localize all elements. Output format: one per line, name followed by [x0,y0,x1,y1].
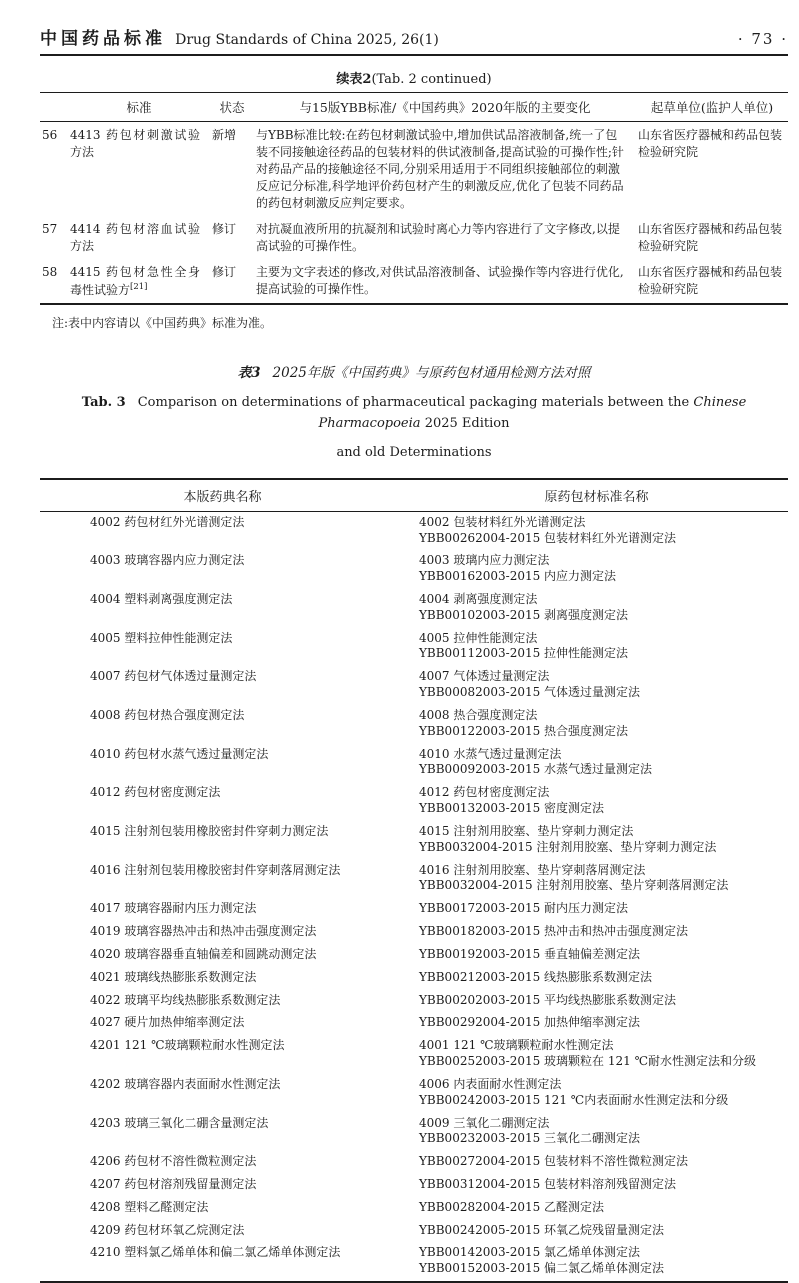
old-standard-names [405,1174,788,1197]
old-standard-line: YBB00232003-2015 三氧化二硼测定法 [419,1131,641,1146]
old-standard-line: YBB00132003-2015 密度测定法 [419,801,605,816]
old-standard-line: YBB00162003-2015 内应力测定法 [419,569,617,584]
table3-caption-en-label: Tab. 3 [81,395,126,411]
pharmacopoeia-method-name: 4206 药包材不溶性微粒测定法 [90,1154,257,1169]
old-standard-line: 4005 拉伸性能测定法 [419,630,538,645]
old-standard-line: YBB00202003-2015 平均线热膨胀系数测定法 [419,992,677,1007]
table3-row [40,628,788,667]
table3-row [40,705,788,744]
pharmacopoeia-method-name: 4019 玻璃容器热冲击和热冲击强度测定法 [90,924,317,939]
old-standard-names [405,921,788,944]
table2-note: 注:表中内容请以《中国药典》标准为准。 [52,316,273,331]
old-standard-names [405,967,788,990]
table2-header-status: 状态 [210,93,254,122]
table3-header-left: 本版药典名称 [40,479,405,512]
table3-caption-en-line1 [40,393,788,435]
old-standard-line: 4012 药包材密度测定法 [419,785,550,800]
pharmacopoeia-method-name: 4208 塑料乙醛测定法 [90,1199,209,1214]
old-standard-names [405,511,788,550]
old-standard-line: 4015 注射剂用胶塞、垫片穿刺力测定法 [419,823,634,838]
old-standard-names [405,1220,788,1243]
journal-title [40,24,439,49]
old-standard-line: 4006 内表面耐水性测定法 [419,1076,562,1091]
table3-row [40,1074,788,1113]
standard-name: 4415 药包材急性全身毒性试验方[21] [70,265,200,298]
table3-row [40,990,788,1013]
old-standard-line: 4010 水蒸气透过量测定法 [419,746,562,761]
old-standard-line: YBB00242003-2015 121 ℃内表面耐水性测定法和分级 [419,1092,729,1107]
pharmacopoeia-method-name: 4010 药包材水蒸气透过量测定法 [90,746,269,761]
old-standard-names [405,990,788,1013]
table3-caption-en-pre: Comparison on determinations of pharmaceutical packaging materials between the [137,395,690,411]
old-standard-line: YBB00122003-2015 热合强度测定法 [419,723,629,738]
old-standard-names [405,1074,788,1113]
changes-text: 对抗凝血液所用的抗凝剂和试验时离心力等内容进行了文字修改,以提高试验的可操作性。 [256,222,620,254]
table2-caption-en: (Tab. 2 continued) [371,72,492,87]
table2-row [40,216,788,259]
table3-row [40,1151,788,1174]
old-standard-line: 4008 热合强度测定法 [419,707,538,722]
old-standard-names [405,666,788,705]
old-standard-names [405,944,788,967]
old-standard-line: YBB00262004-2015 包装材料红外光谱测定法 [419,530,677,545]
pharmacopoeia-method-name: 4022 玻璃平均线热膨胀系数测定法 [90,992,281,1007]
table3-caption-cn-label: 表3 [237,365,261,382]
status-label: 新增 [212,128,237,142]
old-standard-line: 4004 剥离强度测定法 [419,591,538,606]
table3-header-right: 原药包材标准名称 [405,479,788,512]
table3-row [40,550,788,589]
changes-text: 主要为文字表述的修改,对供试品溶液制备、试验操作等内容进行优化,提高试验的可操作性。 [256,265,624,297]
pharmacopoeia-method-name: 4004 塑料剥离强度测定法 [90,591,233,606]
pharmacopoeia-method-name: 4027 硬片加热伸缩率测定法 [90,1015,245,1030]
old-standard-names [405,1197,788,1220]
table3-row [40,782,788,821]
table3-row [40,589,788,628]
old-standard-line: YBB00102003-2015 剥离强度测定法 [419,607,629,622]
pharmacopoeia-method-name: 4021 玻璃线热膨胀系数测定法 [90,969,257,984]
table3-caption-en-post: 2025 Edition [424,416,510,432]
old-standard-line: YBB00082003-2015 气体透过量测定法 [419,685,641,700]
table2-header-changes: 与15版YBB标准/《中国药典》2020年版的主要变化 [254,93,636,122]
table2-caption-cn: 续表2 [336,72,372,87]
old-standard-line: 4002 包装材料红外光谱测定法 [419,514,586,529]
table3-header [40,479,788,512]
table2-header-standard: 标准 [68,93,210,122]
table2-header-index [40,93,68,122]
old-standard-line: YBB00152003-2015 偏二氯乙烯单体测定法 [419,1261,665,1276]
running-head [40,24,788,56]
old-standard-line: YBB0032004-2015 注射剂用胶塞、垫片穿刺力测定法 [419,839,717,854]
old-standard-line: 4003 玻璃内应力测定法 [419,553,550,568]
old-standard-line: YBB00212003-2015 线热膨胀系数测定法 [419,969,653,984]
old-standard-names [405,550,788,589]
old-standard-names [405,1151,788,1174]
old-standard-line: YBB00292004-2015 加热伸缩率测定法 [419,1015,641,1030]
pharmacopoeia-method-name: 4008 药包材热合强度测定法 [90,707,245,722]
pharmacopoeia-method-name: 4016 注射剂包装用橡胶密封件穿刺落屑测定法 [90,862,341,877]
old-standard-line: YBB00312004-2015 包装材料溶剂残留测定法 [419,1177,677,1191]
status-label: 修订 [212,265,237,280]
old-standard-line: YBB00112003-2015 拉伸性能测定法 [419,646,629,661]
old-standard-names [405,589,788,628]
changes-text: 与YBB标准比较:在药包材刺激试验中,增加供试品溶液制备,统一了包装不同接触途径药品的包装材料的供试液制备,提高试验的可操作性;针对药品产品的接触途径不同,分别采用适用于不同组织接触部位的刺激反应记分标准,科学地评价药包材产生的刺激反应,优化了包装不同药品的药包材刺激反应判定要求。 [256,128,624,211]
table3-row [40,898,788,921]
table3-row [40,921,788,944]
pharmacopoeia-method-name: 4202 玻璃容器内表面耐水性测定法 [90,1076,281,1091]
old-standard-names [405,782,788,821]
table3-row [40,1174,788,1197]
table3-caption-en-line2: and old Determinations [336,444,492,460]
pharmacopoeia-method-name: 4015 注射剂包装用橡胶密封件穿刺力测定法 [90,823,329,838]
old-standard-names [405,705,788,744]
table3-caption-en [40,393,788,463]
old-standard-line: YBB00092003-2015 水蒸气透过量测定法 [419,762,653,777]
pharmacopoeia-method-name: 4005 塑料拉伸性能测定法 [90,630,233,645]
old-standard-line: 4016 注射剂用胶塞、垫片穿刺落屑测定法 [419,862,646,877]
table3-row [40,1113,788,1152]
table3-body [40,511,788,1282]
old-standard-names [405,821,788,860]
table3-caption-en-italic: Chinese Pharmacopoeia [318,395,747,432]
table3-comparison [40,478,788,1283]
table3-row [40,944,788,967]
table3-row [40,1012,788,1035]
old-standard-line: YBB00272004-2015 包装材料不溶性微粒测定法 [419,1154,689,1169]
drafting-unit: 山东省医疗器械和药品包装检验研究院 [638,265,783,297]
table2-caption [40,68,788,87]
old-standard-line: YBB00282004-2015 乙醛测定法 [419,1199,605,1214]
old-standard-line: 4007 气体透过量测定法 [419,669,550,684]
table3-row [40,1035,788,1074]
old-standard-names [405,1113,788,1152]
table3-row [40,1242,788,1282]
standard-name: 4414 药包材溶血试验方法 [70,222,200,254]
old-standard-names [405,1012,788,1035]
old-standard-line: YBB0032004-2015 注射剂用胶塞、垫片穿刺落屑测定法 [419,878,729,893]
row-number: 57 [42,222,58,237]
pharmacopoeia-method-name: 4201 121 ℃玻璃颗粒耐水性测定法 [90,1038,285,1053]
journal-title-en: Drug Standards of China 2025, 26(1) [175,32,439,48]
drafting-unit: 山东省医疗器械和药品包装检验研究院 [638,222,783,254]
table2-header [40,93,788,122]
row-number: 58 [42,265,58,280]
table2-row [40,259,788,304]
pharmacopoeia-method-name: 4012 药包材密度测定法 [90,785,221,800]
table2-header-row [40,93,788,122]
pharmacopoeia-method-name: 4003 玻璃容器内应力测定法 [90,553,245,568]
old-standard-line: YBB00172003-2015 耐内压力测定法 [419,901,629,916]
table3-row [40,1197,788,1220]
pharmacopoeia-method-name: 4002 药包材红外光谱测定法 [90,514,245,529]
pharmacopoeia-method-name: 4209 药包材环氧乙烷测定法 [90,1222,245,1237]
table3-caption-cn [40,361,788,381]
table3-row [40,511,788,550]
pharmacopoeia-method-name: 4203 玻璃三氧化二硼含量测定法 [90,1115,269,1130]
old-standard-line: YBB00192003-2015 垂直轴偏差测定法 [419,946,641,961]
table2-body [40,122,788,305]
table2-row [40,122,788,217]
old-standard-line: 4001 121 ℃玻璃颗粒耐水性测定法 [419,1038,614,1053]
old-standard-names [405,898,788,921]
old-standard-line: 4009 三氧化二硼测定法 [419,1115,550,1130]
status-label: 修订 [212,222,237,237]
table3-row [40,860,788,899]
old-standard-names [405,628,788,667]
footnote-ref: [21] [130,282,148,293]
table3-header-row [40,479,788,512]
standard-name: 4413 药包材刺激试验方法 [70,128,200,160]
table3-row [40,1220,788,1243]
pharmacopoeia-method-name: 4007 药包材气体透过量测定法 [90,669,257,684]
old-standard-line: YBB00252003-2015 玻璃颗粒在 121 ℃耐水性测定法和分级 [419,1054,757,1069]
table3-row [40,821,788,860]
table2-continued [40,92,788,305]
table3-row [40,744,788,783]
old-standard-line: YBB00142003-2015 氯乙烯单体测定法 [419,1245,641,1260]
drafting-unit: 山东省医疗器械和药品包装检验研究院 [638,128,783,160]
table3-row [40,967,788,990]
old-standard-names [405,744,788,783]
pharmacopoeia-method-name: 4020 玻璃容器垂直轴偏差和圆跳动测定法 [90,946,317,961]
table3-row [40,666,788,705]
pharmacopoeia-method-name: 4210 塑料氯乙烯单体和偏二氯乙烯单体测定法 [90,1245,341,1260]
old-standard-line: YBB00242005-2015 环氧乙烷残留量测定法 [419,1222,665,1237]
pharmacopoeia-method-name: 4207 药包材溶剂残留量测定法 [90,1177,257,1191]
row-number: 56 [42,128,58,142]
journal-title-cn: 中国药品标准 [40,29,166,49]
old-standard-names [405,1242,788,1282]
pharmacopoeia-method-name: 4017 玻璃容器耐内压力测定法 [90,901,257,916]
table2-header-unit: 起草单位(监护人单位) [636,93,788,122]
old-standard-names [405,860,788,899]
old-standard-line: YBB00182003-2015 热冲击和热冲击强度测定法 [419,924,689,939]
old-standard-names [405,1035,788,1074]
page-number: · 73 · [737,30,788,48]
table3-caption-cn-text: 2025年版《中国药典》与原药包材通用检测方法对照 [272,365,591,382]
